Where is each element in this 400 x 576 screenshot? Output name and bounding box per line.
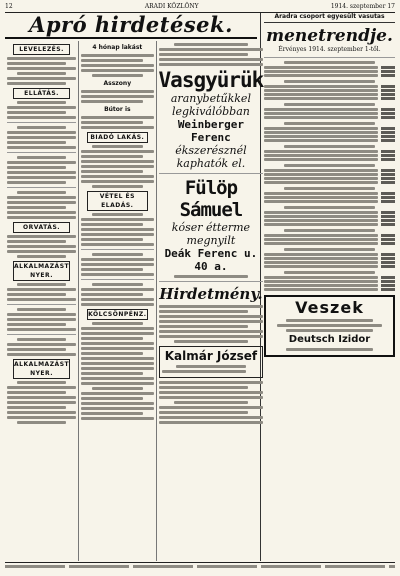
ad-aranybetukkel: aranybetűkkel	[170, 92, 251, 105]
classified-column-2	[79, 41, 156, 561]
ad-kaphatok: kaphatók el.	[176, 157, 246, 170]
ad-koser-etterme: kóser étterme	[171, 221, 251, 234]
classified-columns	[5, 41, 264, 561]
ad-fulop-samuel: Fülöp Sámuel	[179, 177, 243, 221]
ad-deutsch-izidor: Deutsch Izidor	[288, 334, 371, 345]
ad-ekszereszenel: ékszerésznél	[175, 144, 247, 157]
ad-title-butor: Bútor is	[104, 106, 131, 113]
ad-title-asszony: Asszony	[103, 80, 132, 87]
timetable-title: menetrendje.	[266, 26, 393, 46]
classifieds-section	[5, 12, 264, 561]
timetable-rows	[264, 61, 395, 291]
timetable-header: Aradra csoport egyesült vasutas	[264, 13, 395, 23]
ad-vasgyuruk: Vasgyürük	[158, 68, 264, 92]
ad-hirdetmeny: Hirdetmény.	[159, 285, 263, 303]
section-heading-alkalmazast-nyer-2: ALKALMAZÁST NYER.	[14, 361, 70, 377]
ad-kalmar-jozsef: Kalmár József	[164, 349, 258, 363]
ad-legkivalobban: legkiválóbban	[171, 105, 250, 118]
timetable-valid-date: Érvényes 1914. szeptember 1-től.	[278, 46, 381, 53]
section-heading-kolcsonpenz: KÖLCSÖNPÉNZ.	[88, 311, 147, 318]
section-heading-biado-lakas: BIADÓ LAKÁS.	[87, 132, 147, 143]
page-body	[5, 13, 395, 561]
section-heading-vetel-eladas: VÉTEL ÉS ELADÁS.	[87, 191, 147, 211]
section-heading-orvatas: ORVATÁS.	[13, 222, 70, 233]
section-heading-alkalmazast-nyer-1: ALKALMAZÁST NYER.	[14, 263, 70, 279]
section-heading-ellatas: ELLÁTÁS.	[13, 88, 70, 99]
ad-veszek: Veszek	[295, 298, 364, 317]
paper-name: ARADI KÖZLÖNY	[144, 3, 199, 10]
railway-timetable	[261, 13, 395, 561]
classified-column-3	[157, 41, 266, 561]
ad-veszek-box	[264, 295, 395, 357]
page-footer	[5, 562, 395, 569]
ad-weinberger: Weinberger Ferenc	[177, 118, 245, 144]
ad-megnyilt: megnyilt	[186, 234, 236, 247]
classified-column-1	[5, 41, 79, 561]
section-heading-levelezes: LEVELEZÉS.	[13, 44, 70, 55]
page-number: 12	[5, 3, 13, 10]
ad-kalmar-box	[159, 346, 264, 378]
issue-date: 1914. szeptember 17	[330, 3, 395, 10]
classifieds-masthead: Apró hirdetések.	[5, 13, 257, 39]
ad-deak-ferenc: Deák Ferenc u. 40 a.	[164, 247, 258, 273]
ad-title-lakast: 4 hónap lakást	[92, 44, 143, 51]
